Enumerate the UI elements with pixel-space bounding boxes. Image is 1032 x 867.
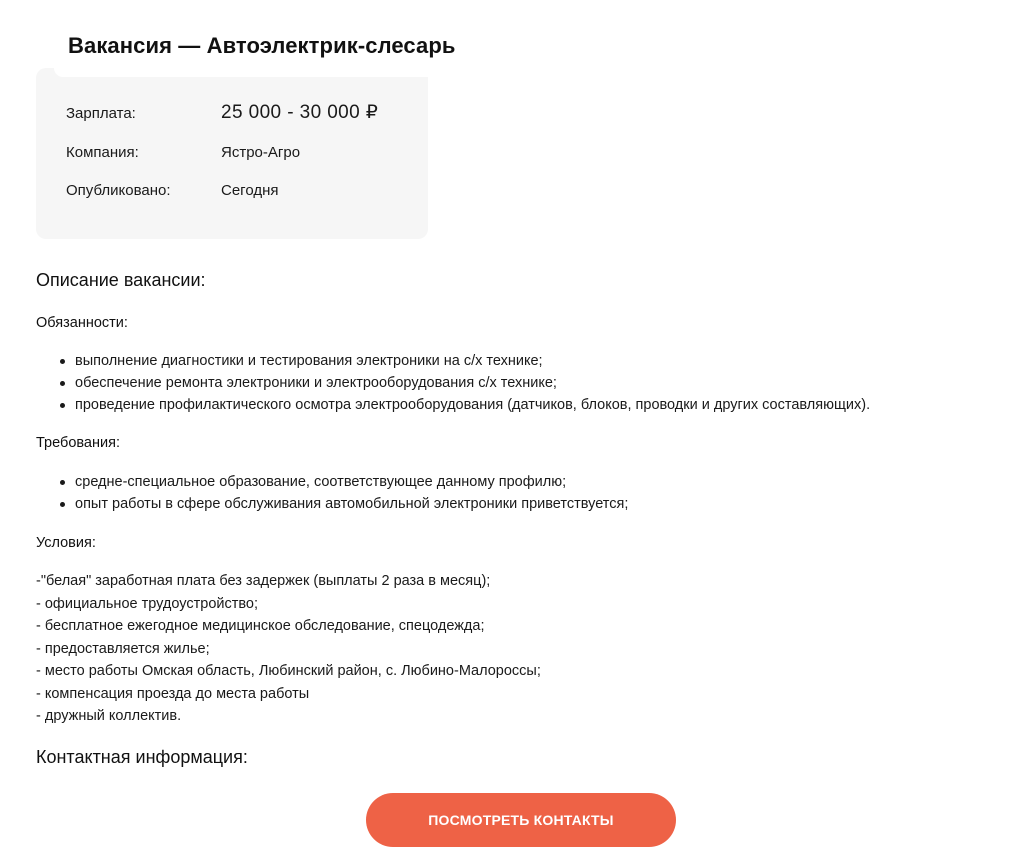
contacts-heading: Контактная информация: <box>36 747 248 767</box>
conditions-line: - бесплатное ежегодное медицинское обследование, спецодежда; <box>36 618 485 634</box>
conditions-line: - место работы Омская область, Любинский район, с. Любино-Малороссы; <box>36 663 541 679</box>
conditions-heading: Условия: <box>36 535 96 551</box>
duties-list <box>36 350 870 416</box>
list-item: опыт работы в сфере обслуживания автомобильной электроники приветствуется; <box>36 493 628 515</box>
conditions-text <box>36 570 541 728</box>
page-title: Вакансия — Автоэлектрик-слесарь <box>68 33 456 58</box>
salary-label: Зарплата: <box>66 105 136 122</box>
view-contacts-button[interactable]: ПОСМОТРЕТЬ КОНТАКТЫ <box>366 793 676 847</box>
company-value: Ястро-Агро <box>221 144 301 161</box>
published-label: Опубликовано: <box>66 182 171 199</box>
requirements-heading: Требования: <box>36 435 120 451</box>
published-row <box>66 182 279 199</box>
conditions-line: - дружный коллектив. <box>36 708 182 724</box>
duties-heading: Обязанности: <box>36 315 128 331</box>
published-value: Сегодня <box>221 182 279 199</box>
list-item: средне-специальное образование, соответствующее данному профилю; <box>36 471 628 493</box>
salary-row <box>66 101 378 124</box>
salary-value: 25 000 - 30 000 ₽ <box>221 102 379 123</box>
conditions-line: - компенсация проезда до места работы <box>36 685 310 702</box>
list-item: выполнение диагностики и тестирования электроники на с/х технике; <box>36 350 870 372</box>
requirements-list <box>36 471 628 515</box>
company-row <box>66 144 300 161</box>
conditions-line: - предоставляется жилье; <box>36 640 210 657</box>
description-heading: Описание вакансии: <box>36 270 206 290</box>
conditions-line: -"белая" заработная плата без задержек (выплаты 2 раза в месяц); <box>36 573 491 589</box>
vacancy-info-card <box>36 68 428 239</box>
company-label: Компания: <box>66 144 139 161</box>
list-item: обеспечение ремонта электроники и электрооборудования с/х технике; <box>36 372 870 394</box>
conditions-line: - официальное трудоустройство; <box>36 595 259 612</box>
list-item: проведение профилактического осмотра электрооборудования (датчиков, блоков, проводки и других составляющих). <box>36 394 870 416</box>
